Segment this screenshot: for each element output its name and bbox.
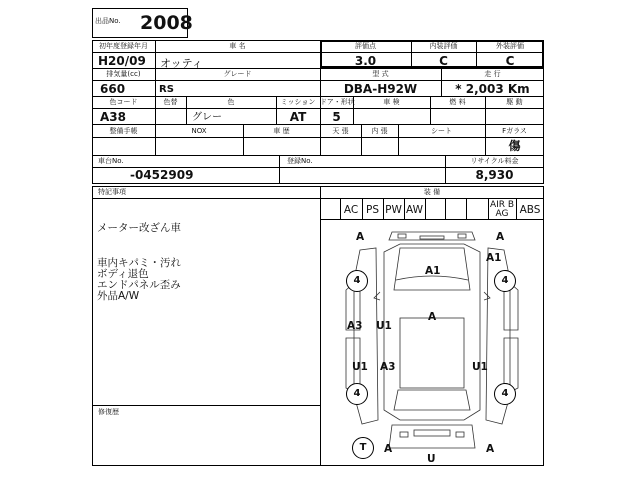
note-item: ボディ退色 bbox=[97, 268, 149, 280]
color-value: グレー bbox=[192, 112, 222, 123]
score-label: 評価点 bbox=[355, 42, 376, 50]
reg-no-label: 登録No. bbox=[287, 157, 313, 165]
note-item: メーター改ざん車 bbox=[97, 222, 181, 234]
chassis-value: -0452909 bbox=[130, 168, 194, 182]
equip-ac: AC bbox=[343, 204, 359, 216]
doors-value: 5 bbox=[332, 110, 341, 124]
mark-left-pillar: U1 bbox=[376, 320, 392, 332]
doors-label: ドア・形状 bbox=[320, 98, 355, 106]
exterior-label: 外装評価 bbox=[496, 42, 524, 50]
fglass-value: 傷 bbox=[508, 139, 521, 153]
equip-abs: ABS bbox=[519, 204, 541, 216]
mark-rear-right: A bbox=[486, 443, 495, 455]
mark-left-door: A3 bbox=[347, 320, 363, 332]
repairs-label: 修復歴 bbox=[98, 408, 119, 416]
color-code-value: A38 bbox=[100, 110, 126, 124]
mark-hood: A1 bbox=[425, 265, 441, 277]
interior-label: 内装評価 bbox=[429, 42, 458, 50]
car-name-value: オッティ bbox=[160, 57, 203, 70]
grade-value: RS bbox=[159, 84, 174, 95]
tire-fl: 4 bbox=[346, 270, 368, 292]
tire-fr: 4 bbox=[494, 270, 516, 292]
first-reg-label: 初年度登録年月 bbox=[99, 42, 148, 50]
equipment-label: 装 備 bbox=[423, 188, 441, 196]
ceiling-label: 天 張 bbox=[332, 127, 349, 135]
lot-label: 出品No. bbox=[95, 17, 121, 25]
seat-label: シート bbox=[431, 127, 452, 135]
note-item: 車内キパミ・汚れ bbox=[97, 257, 181, 269]
displacement-label: 排気量(cc) bbox=[106, 70, 141, 78]
mark-left-sill: U1 bbox=[352, 361, 368, 373]
spare-tire: T bbox=[352, 437, 374, 459]
maintenance-label: 整備手帳 bbox=[109, 127, 138, 135]
mark-roof: A bbox=[428, 311, 437, 323]
tire-rl: 4 bbox=[346, 383, 368, 405]
grade-label: グレード bbox=[223, 70, 252, 78]
nox-label: NOX bbox=[191, 127, 207, 135]
transmission-label: ミッション bbox=[280, 98, 316, 106]
tire-rr: 4 bbox=[494, 383, 516, 405]
mark-right-sill: U1 bbox=[472, 361, 488, 373]
mark-rear-left: A bbox=[384, 443, 393, 455]
exterior-value: C bbox=[505, 54, 515, 68]
mark-front-right: A bbox=[496, 231, 505, 243]
model-value: DBA-H92W bbox=[343, 82, 418, 96]
model-label: 型 式 bbox=[372, 70, 389, 78]
interior-value: C bbox=[439, 54, 448, 68]
history-label: 車 歴 bbox=[273, 127, 290, 135]
notes-label: 特記事項 bbox=[98, 188, 126, 196]
car-name-label: 車 名 bbox=[229, 42, 246, 50]
lot-number: 2008 bbox=[140, 12, 193, 34]
recycle-value: 8,930 bbox=[475, 168, 514, 182]
equip-airbag: AIR BAG bbox=[489, 200, 515, 219]
inspection-label: 車 検 bbox=[383, 98, 400, 106]
fuel-label: 燃 料 bbox=[449, 98, 466, 106]
mark-left-step: A3 bbox=[380, 361, 396, 373]
score-value: 3.0 bbox=[354, 54, 377, 68]
equip-pw: PW bbox=[385, 204, 402, 216]
color-code-label: 色コード bbox=[109, 98, 138, 106]
car-diagram bbox=[320, 220, 544, 466]
mark-rear-bottom: U bbox=[427, 453, 436, 465]
note-item: エンドパネル歪み bbox=[97, 279, 181, 291]
note-item: 外品A/W bbox=[97, 290, 140, 302]
mileage-label: 走 行 bbox=[484, 70, 501, 78]
equip-ps: PS bbox=[366, 204, 379, 216]
mark-front-left: A bbox=[356, 231, 365, 243]
chassis-label: 車台No. bbox=[98, 157, 124, 165]
displacement-value: 660 bbox=[100, 82, 126, 96]
mark-right-pillar: A1 bbox=[486, 252, 502, 264]
color-no-label: 色替 bbox=[163, 98, 178, 106]
drive-label: 駆 動 bbox=[506, 98, 523, 106]
fglass-label: Fガラス bbox=[502, 127, 527, 135]
recycle-label: リサイクル料金 bbox=[470, 157, 519, 165]
equip-aw: AW bbox=[406, 204, 423, 216]
first-reg-value: H20/09 bbox=[98, 54, 146, 68]
color-label: 色 bbox=[227, 98, 235, 106]
transmission-value: AT bbox=[289, 110, 307, 124]
interior-pad-label: 内 張 bbox=[371, 127, 388, 135]
mileage-value: * 2,003 Km bbox=[455, 82, 530, 96]
